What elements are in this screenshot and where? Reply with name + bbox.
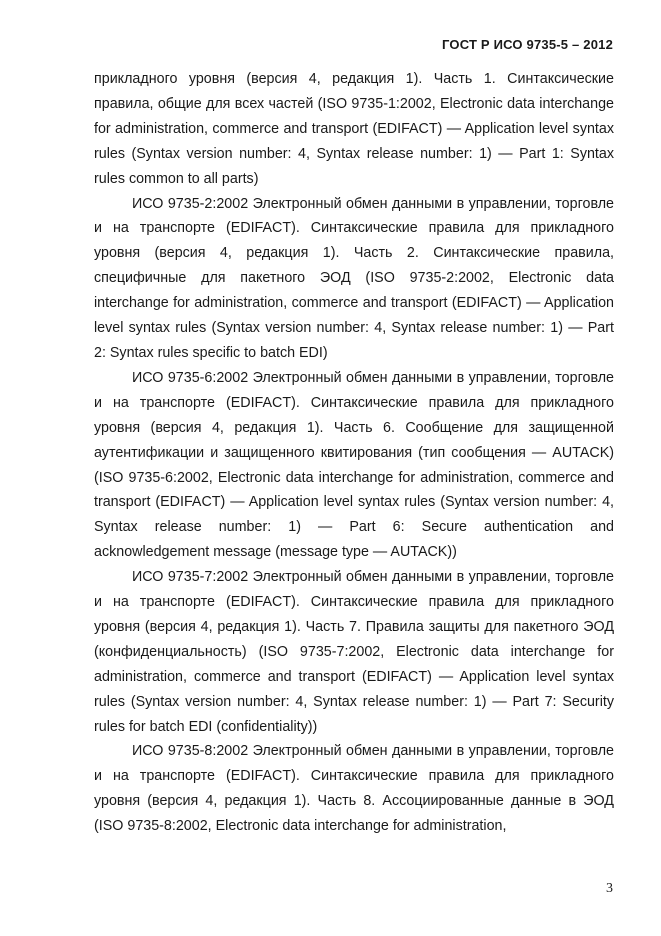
paragraph-iso-9735-6: ИСО 9735-6:2002 Электронный обмен данными в управлении, торговле и на транспорте (EDIFACT). Синтаксические правила для прикладного уровня (версия 4, редакция 1). Часть 6. Сообщение для защищенной аутентификации и защищенного квитирования (тип сообщения — AUTACK) (ISO 9735-6:2002, Electronic data interchange for administration, commerce and transport (EDIFACT) — Application level syntax rules (Syntax version number: 4, Syntax release number: 1) — Part 6: Secure authentication and acknowledgement message (message type — AUTACK)) bbox=[94, 369, 614, 561]
paragraph-iso-9735-8: ИСО 9735-8:2002 Электронный обмен данными в управлении, торговле и на транспорте (EDIFACT). Синтаксические правила для прикладного уровня (версия 4, редакция 1). Часть 8. Ассоциированные данные в ЭОД (ISO 9735-8:2002, Electronic data interchange for administration, bbox=[94, 743, 614, 835]
paragraph-iso-9735-7: ИСО 9735-7:2002 Электронный обмен данными в управлении, торговле и на транспорте (EDIFACT). Синтаксические правила для прикладного уровня (версия 4, редакция 1). Часть 7. Правила защиты для пакетного ЭОД (конфиденциальность) (ISO 9735-7:2002, Electronic data interchange for administration, commerce and transport (EDIFACT) — Application level syntax rules (Syntax version number: 4, Syntax release number: 1) — Part 7: Security rules for batch EDI (confidentiality)) bbox=[94, 569, 614, 735]
document-body bbox=[94, 67, 614, 839]
page-number: 3 bbox=[606, 881, 613, 896]
document-header: ГОСТ Р ИСО 9735-5 – 2012 bbox=[442, 37, 613, 52]
paragraph-continuation-part-1: прикладного уровня (версия 4, редакция 1). Часть 1. Синтаксические правила, общие для всех частей (ISO 9735-1:2002, Electronic data interchange for administration, commerce and transport (EDIFACT) — Application level syntax rules (Syntax version number: 4, Syntax release number: 1) — Part 1: Syntax rules common to all parts) bbox=[94, 71, 614, 187]
paragraph-iso-9735-2: ИСО 9735-2:2002 Электронный обмен данными в управлении, торговле и на транспорте (EDIFACT). Синтаксические правила для прикладного уровня (версия 4, редакция 1). Часть 2. Синтаксические правила, специфичные для пакетного ЭОД (ISO 9735-2:2002, Electronic data interchange for administration, commerce and transport (EDIFACT) — Application level syntax rules (Syntax version number: 4, Syntax release number: 1) — Part 2: Syntax rules specific to batch EDI) bbox=[94, 195, 614, 361]
